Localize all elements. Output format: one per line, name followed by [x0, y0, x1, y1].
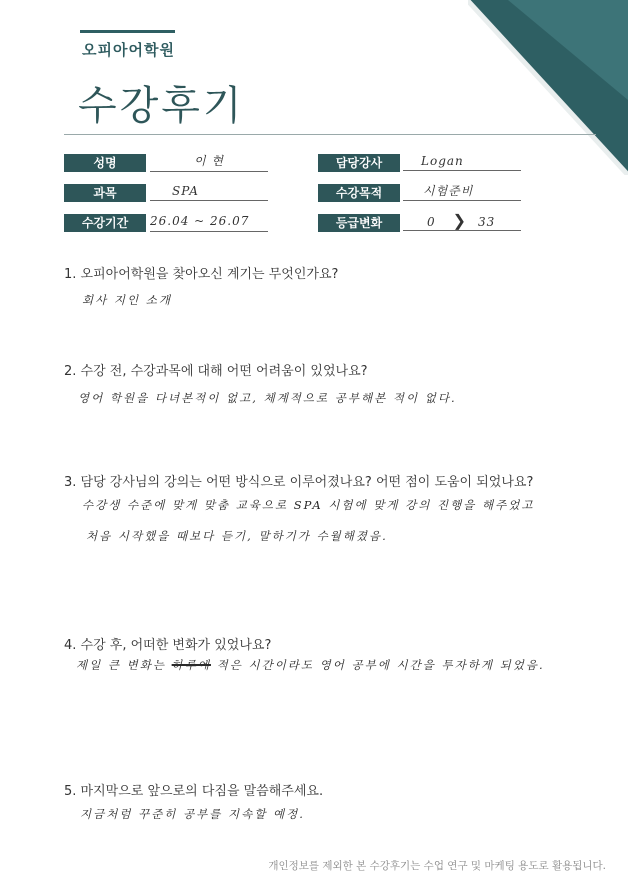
- instructor-label: 담당강사: [318, 154, 400, 172]
- answer-3-line-1: 수강생 수준에 맞게 맞춤 교육으로 SPA 시험에 맞게 강의 진행을 해주었고: [82, 498, 535, 512]
- answer-4-struck: 하루에: [171, 658, 211, 672]
- name-value: 이 현: [150, 151, 268, 172]
- academy-name: 오피아어학원: [82, 41, 175, 59]
- answer-4: [76, 657, 545, 673]
- grade-change-value: [403, 211, 521, 231]
- course-label: 과목: [64, 184, 146, 202]
- purpose-value: 시험준비: [403, 181, 521, 201]
- corner-decoration: [468, 0, 628, 175]
- question-3: 3. 담당 강사님의 강의는 어떤 방식으로 이루어졌나요? 어떤 점이 도움이 되었나요?: [64, 475, 534, 490]
- page-title: 수강후기: [78, 83, 245, 129]
- header-divider: [64, 134, 596, 135]
- answer-4-rest: 적은 시간이라도 영어 공부에 시간을 투자하게 되었음.: [216, 658, 545, 672]
- footer-note: 개인정보를 제외한 본 수강후기는 수업 연구 및 마케팅 용도로 활용됩니다.: [268, 860, 606, 872]
- period-value: 26.04 ~ 26.07: [150, 211, 268, 232]
- grade-from: 0: [427, 215, 436, 229]
- course-value: SPA: [150, 181, 268, 201]
- purpose-label: 수강목적: [318, 184, 400, 202]
- question-4: 4. 수강 후, 어떠한 변화가 있었나요?: [64, 638, 272, 653]
- question-5: 5. 마지막으로 앞으로의 다짐을 말씀해주세요.: [64, 784, 324, 799]
- question-1: 1. 오피아어학원을 찾아오신 계기는 무엇인가요?: [64, 267, 339, 282]
- header-accent-bar: [80, 30, 175, 33]
- question-2: 2. 수강 전, 수강과목에 대해 어떤 어려움이 있었나요?: [64, 364, 368, 379]
- grade-to: 33: [477, 215, 496, 229]
- grade-change-label: 등급변화: [318, 214, 400, 232]
- name-label: 성명: [64, 154, 146, 172]
- chevron-right-icon: ❯: [440, 211, 474, 230]
- answer-4-prefix: 제일 큰 변화는: [76, 658, 166, 672]
- answer-5: 지금처럼 꾸준히 공부를 지속할 예정.: [80, 807, 305, 821]
- answer-3-line-2: 처음 시작했을 때보다 듣기, 말하기가 수월해졌음.: [86, 529, 388, 543]
- answer-2: 영어 학원을 다녀본적이 없고, 체계적으로 공부해본 적이 없다.: [78, 391, 457, 405]
- period-label: 수강기간: [64, 214, 146, 232]
- instructor-value: Logan: [403, 151, 521, 171]
- answer-1: 회사 지인 소개: [82, 293, 172, 307]
